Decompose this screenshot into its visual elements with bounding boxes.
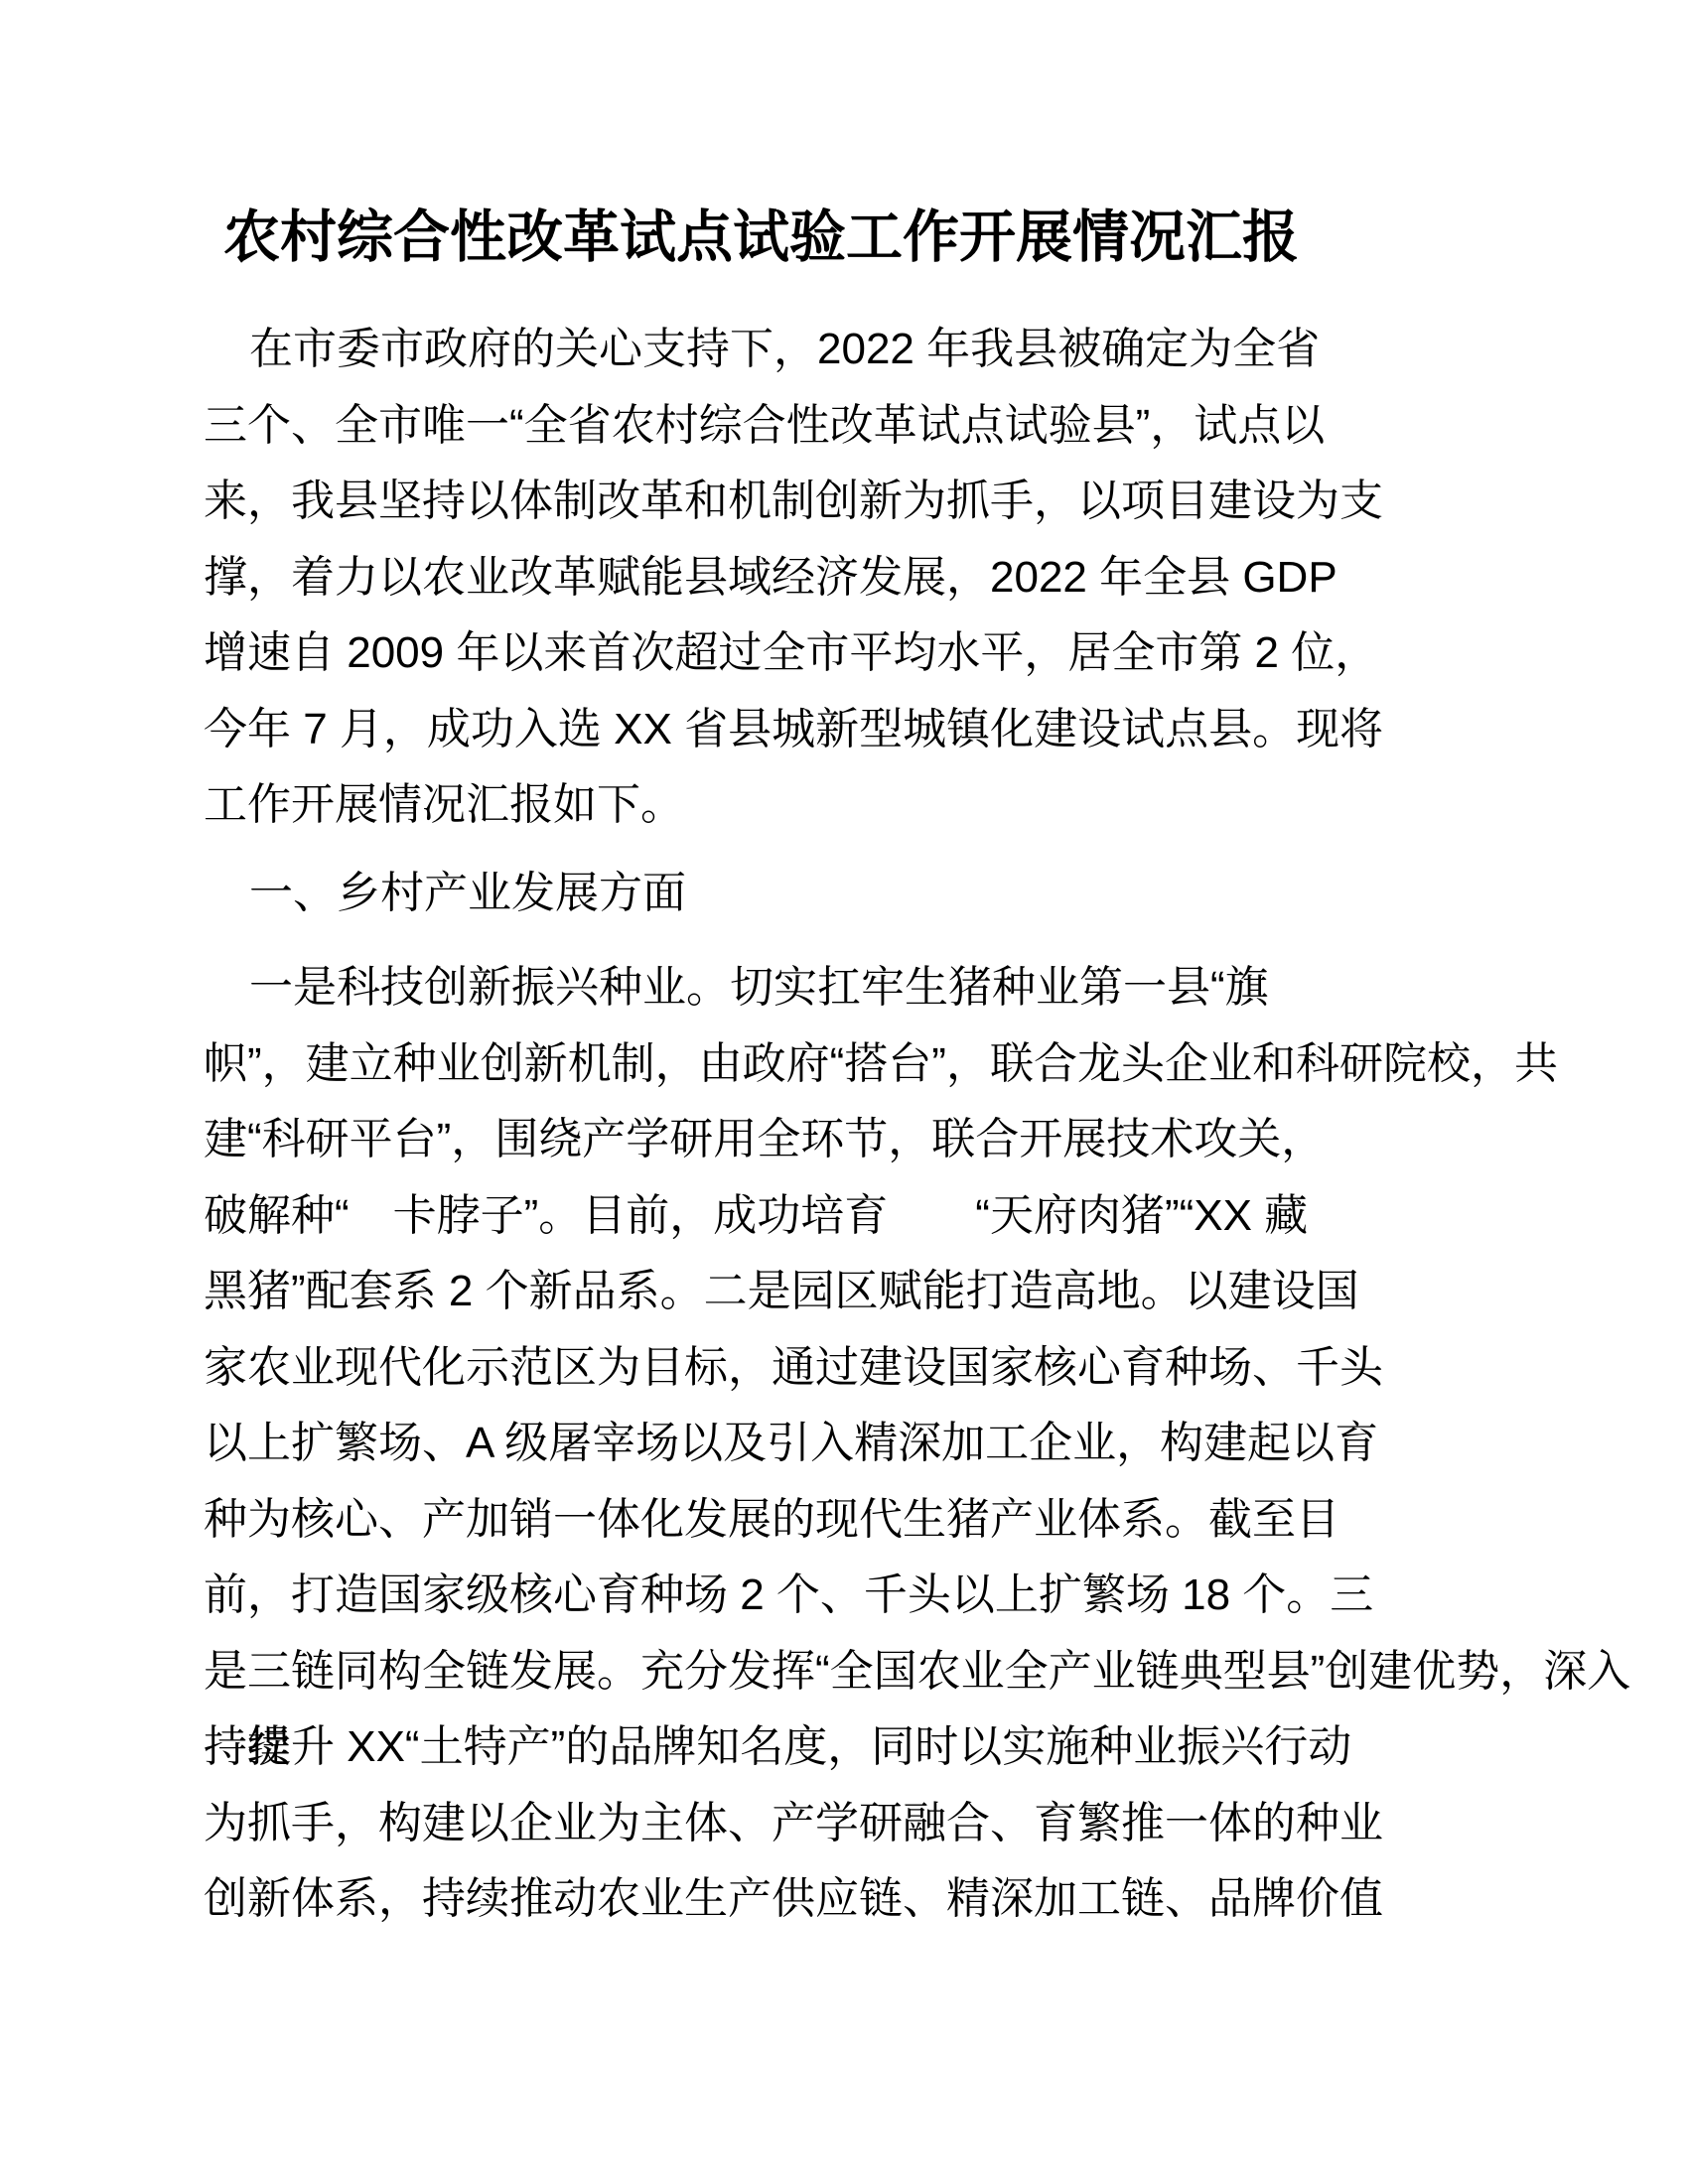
overlapping-glyphs [247,1709,291,1786]
text-line: 为抓手，构建以企业为主体、产学研融合、育繁推一体的种业 [204,1798,1383,1847]
text-line: 创新体系，持续推动农业生产供应链、精深加工链、品牌价值 [204,1874,1383,1923]
text-line [204,1709,1688,1786]
text-line: 破解种“ 卡脖子”。目前，成功培育 “天府肉猪”“XX 藏 [204,1190,1309,1240]
text-line: 撑，着力以农业改革赋能县域经济发展，2022 年全县 GDP [204,552,1337,602]
text-line: 建“科研平台”，围绕产学研用全环节，联合开展技术攻关， [204,1115,1326,1163]
text-line: 工作开展情况汇报如下。 [204,780,684,829]
text-line: 今年 7 月，成功入选 XX 省县城新型城镇化建设试点县。现将 [204,704,1384,753]
text-line: 以上扩繁场、A 级屠宰场以及引入精深加工企业，构建起以育 [204,1419,1379,1467]
text-line: 增速自 2009 年以来首次超过全市平均水平，居全市第 2 位， [204,628,1379,677]
text-line: 帜”，建立种业创新机制，由政府“搭台”，联合龙头企业和科研院校，共 [204,1038,1558,1088]
text-line: 前，打造国家级核心育种场 2 个、千头以上扩繁场 18 个。三 [204,1570,1374,1619]
text-line: 三个、全市唯一“全省农村综合性改革试点试验县”，试点以 [204,400,1326,450]
document-title: 农村综合性改革试点试验工作开展情况汇报 [223,205,1299,269]
document-body [0,312,1688,1938]
text-line: 来，我县坚持以体制改革和机制创新为抓手，以项目建设为支 [204,477,1383,525]
text-line: 一是科技创新振兴种业。切实扛牢生猪种业第一县“旗 [249,963,1269,1012]
text-segment: 持 [204,1722,247,1771]
section-heading: 一、乡村产业发展方面 [249,868,686,917]
text-line: 种为核心、产加销一体化发展的现代生猪产业体系。截至目 [204,1494,1339,1544]
text-line: 家农业现代化示范区为目标，通过建设国家核心育种场、千头 [204,1342,1383,1392]
text-line: 黑猪”配套系 2 个新品系。二是园区赋能打造高地。以建设国 [204,1267,1359,1315]
text-line: 在市委市政府的关心支持下，2022 年我县被确定为全省 [249,325,1321,373]
text-line: 是三链同构全链发展。充分发挥“全国农业全产业链典型县”创建优势，深入 [204,1646,1631,1696]
text-segment: 升 XX“土特产”的品牌知名度，同时以实施种业振兴行动 [291,1722,1352,1771]
